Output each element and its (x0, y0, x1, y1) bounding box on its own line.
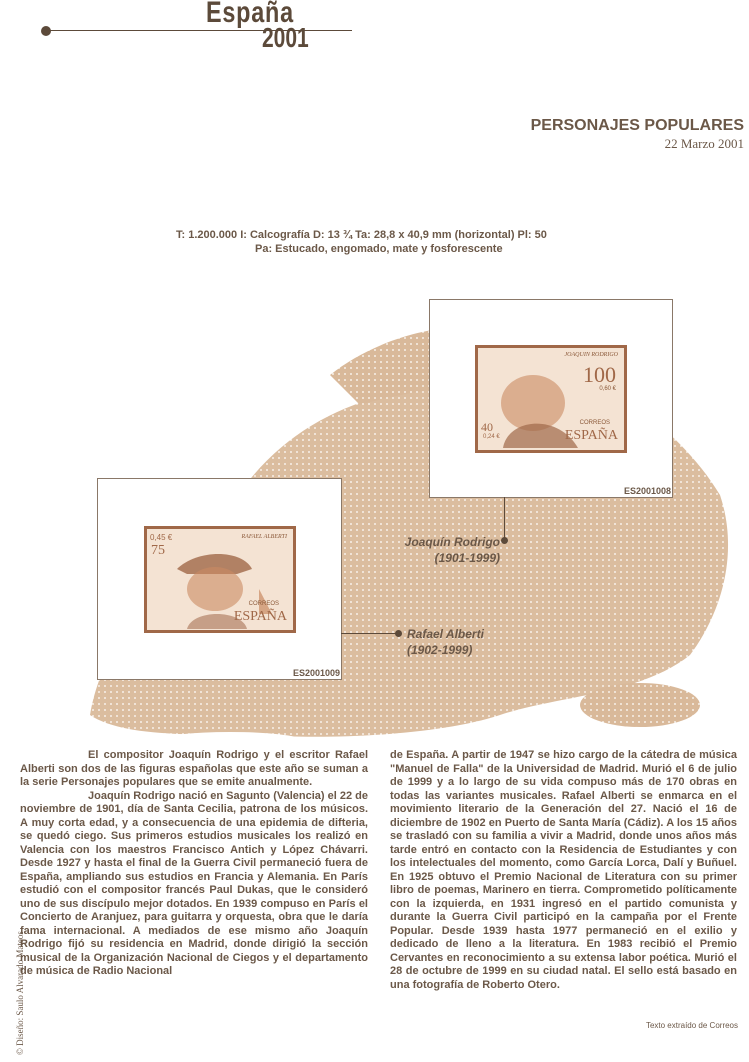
stamp-value-eur: 0,60 € (599, 386, 616, 392)
stamp-value-eur-alberti: 0,45 € (150, 533, 173, 542)
technical-specs-line1: T: 1.200.000 I: Calcografía D: 13 ¾ Ta: 28,8 x 40,9 mm (horizontal) Pl: 50 (176, 229, 547, 241)
body-column-right (390, 749, 737, 992)
body-column-left (20, 749, 368, 979)
stamp-rodrigo (475, 345, 627, 453)
source-note: Texto extraído de Correos (645, 1021, 738, 1030)
body-paragraph: de España. A partir de 1947 se hizo cargo de la cátedra de música "Manuel de Falla" de la Universidad de Madrid. Murió el 6 de julio de 1999 y a lo largo de su vida compuso más de 170 obras en todas las variantes musicales. Rafael Alberti se enmarca en el movimiento literario de la Generación del 27. Nació el 16 de diciembre de 1902 en Puerto de Santa María (Cádiz). A los 15 años se trasladó con su familia a vivir a Madrid, donde unos años más tarde entró en contacto con la Residencia de Estudiantes y con los intelectuales del momento, como García Lorca, Dalí y Buñuel. En 1925 obtuvo el Premio Nacional de Literatura con su primer libro de poemas, Marinero en tierra. Comprometido políticamente con la izquierda, en 1931 ingresó en el partido comunista y durante la Guerra Civil participó en la campaña por el Frente Popular. Desde 1939 hasta 1977 permaneció en el exilio y dedicado de lleno a la literatura. En 1983 recibió el Premio Cervantes en reconocimiento a su extensa labor poética. Murió el 28 de octubre de 1999 en su ciudad natal. El sello está basado en una fotografía de Roberto Otero. (390, 749, 737, 991)
connector-alberti (341, 633, 397, 634)
stamp-name-rodrigo: JOAQUIN RODRIGO (564, 352, 618, 358)
souvenir-sheet-alberti (97, 478, 342, 680)
body-paragraph: Joaquín Rodrigo nació en Sagunto (Valencia) el 22 de noviembre de 1901, día de Santa Cecilia, patrona de los músicos. A muy corta edad, y a consecuencia de una epidemia de difteria, se quedó ciego. Sus primeros estudios musicales los realizó en Valencia con los maestros Francisco Antich y López Chávarri. Desde 1927 y hasta el final de la Guerra Civil permaneció fuera de España, ampliando sus estudios en Francia y Alemania. En París estudió con el compositor francés Paul Dukas, que le consideró uno de sus discípulo mejor dotados. En 1939 compuso en París el Concierto de Aranjuez, para guitarra y orquesta, obra que le daría fama internacional. A mediados de ese mismo año Joaquín Rodrigo fijó su residencia en Madrid, donde dirigió la sección musical de la Organización Nacional de Ciegos y el departamento de música de Radio Nacional (20, 789, 368, 977)
stamp-correos: CORREOS (579, 420, 610, 426)
stamp-value-pts-alberti: 75 (151, 543, 165, 558)
stamp-name-alberti: RAFAEL ALBERTI (241, 534, 287, 540)
stamp-code-rodrigo: ES2001008 (623, 486, 671, 496)
design-credit: © Diseño: Saulo Alvarado Mateos (15, 931, 25, 1055)
body-paragraph: El compositor Joaquín Rodrigo y el escritor Rafael Alberti son dos de las figuras españolas que este año se suman a la serie Personajes populares que se emite anualmente. (20, 749, 368, 788)
technical-specs-line2: Pa: Estucado, engomado, mate y fosforescente (255, 243, 503, 255)
souvenir-sheet-rodrigo (429, 299, 673, 498)
caption-dot-alberti (395, 630, 402, 637)
caption-alberti (407, 626, 484, 658)
stamp-correos-alberti: CORREOS (248, 601, 279, 607)
stamp-country-alberti: ESPAÑA (233, 609, 287, 624)
caption-alberti-years: (1902-1999) (407, 643, 473, 657)
connector-rodrigo (504, 497, 505, 540)
stamp-country: ESPAÑA (564, 428, 618, 443)
stamp-value-pts: 100 (583, 362, 616, 387)
stamp-sub-pts: 40 (481, 420, 493, 434)
header-title: España (206, 0, 294, 29)
header-year: 2001 (262, 22, 309, 53)
caption-dot-rodrigo (501, 537, 508, 544)
caption-rodrigo-name: Joaquín Rodrigo (404, 535, 500, 549)
caption-rodrigo-years: (1901-1999) (434, 551, 500, 565)
caption-rodrigo (392, 534, 500, 566)
stamp-alberti (144, 526, 296, 633)
caption-alberti-name: Rafael Alberti (407, 627, 484, 641)
stamp-code-alberti: ES2001009 (292, 668, 340, 678)
issue-date: 22 Marzo 2001 (664, 136, 744, 151)
stamp-sub-eur: 0,24 € (483, 434, 500, 440)
header-bullet (41, 26, 51, 36)
series-title: PERSONAJES POPULARES (530, 117, 744, 134)
